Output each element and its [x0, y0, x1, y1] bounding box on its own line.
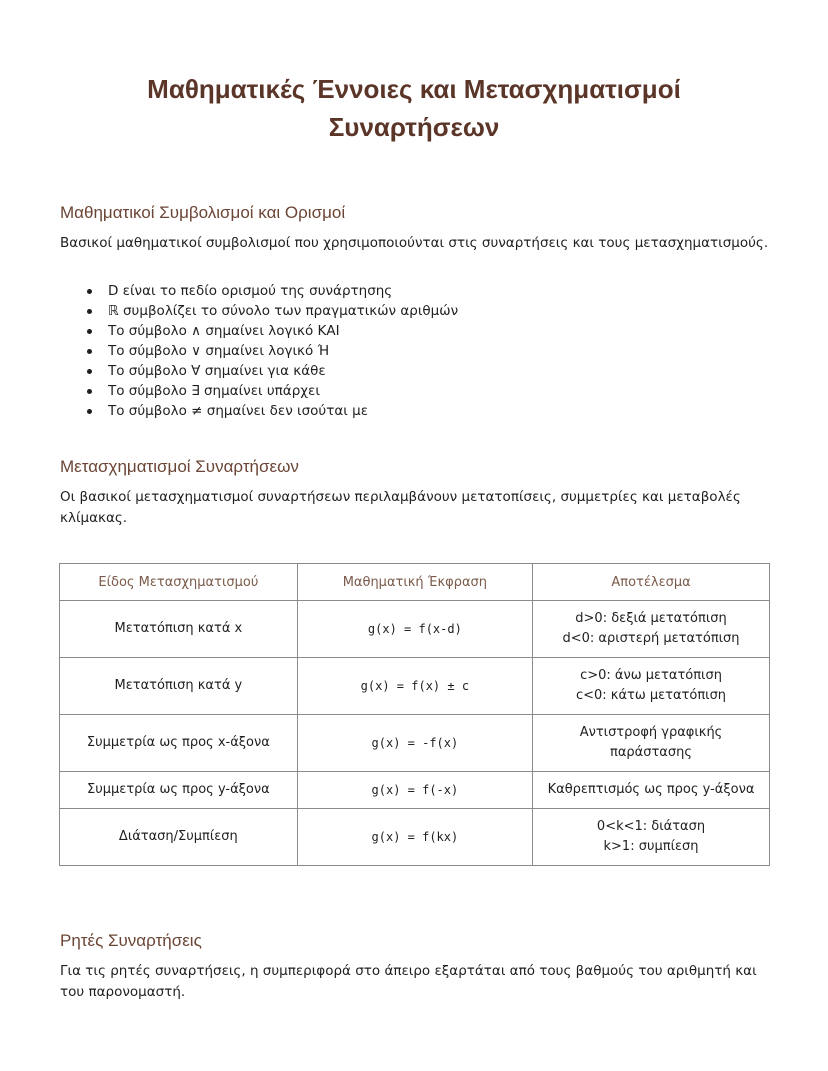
table-row: [60, 809, 770, 866]
table-cell-result: [533, 658, 770, 715]
column-header: Αποτέλεσμα: [533, 564, 770, 601]
section-intro-symbols: Βασικοί μαθηματικοί συμβολισμοί που χρησιμοποιούνται στις συναρτήσεις και τους μετασχηματισμούς.: [60, 235, 769, 251]
list-item-text: Το σύμβολο ∀ σημαίνει για κάθε: [108, 363, 326, 379]
result-line: c<0: κάτω μετατόπιση: [575, 688, 727, 703]
result-line: Αντιστροφή γραφικής: [579, 725, 723, 740]
result-line: d<0: αριστερή μετατόπιση: [562, 631, 740, 646]
list-item-text: D είναι το πεδίο ορισμού της συνάρτησης: [108, 283, 393, 299]
table-row: [60, 715, 770, 772]
bullet-icon: [87, 289, 92, 294]
table-cell-result: [533, 809, 770, 866]
section-heading-transformations: Μετασχηματισμοί Συναρτήσεων: [60, 457, 299, 476]
table-row: [60, 601, 770, 658]
list-item-text: Το σύμβολο ∃ σημαίνει υπάρχει: [108, 383, 320, 399]
list-item: [60, 301, 458, 321]
table-cell-type: Συμμετρία ως προς x-άξονα: [60, 715, 298, 772]
result-line: 0<k<1: διάταση: [596, 819, 706, 834]
result-line: παράστασης: [610, 745, 692, 760]
list-item-text: Το σύμβολο ∨ σημαίνει λογικό Ή: [108, 343, 330, 359]
table-cell-type: Συμμετρία ως προς y-άξονα: [60, 772, 298, 809]
section-heading-symbols: Μαθηματικοί Συμβολισμοί και Ορισμοί: [60, 203, 346, 222]
table-cell-expression: g(x) = f(x-d): [297, 601, 532, 658]
table-cell-expression: g(x) = f(x) ± c: [297, 658, 532, 715]
table-header-row: [60, 564, 770, 601]
table-cell-result: [533, 601, 770, 658]
bullet-icon: [87, 349, 92, 354]
table-cell-result: [533, 715, 770, 772]
column-header: Μαθηματική Έκφραση: [297, 564, 532, 601]
bullet-icon: [87, 409, 92, 414]
table-cell-expression: g(x) = -f(x): [297, 715, 532, 772]
table-cell-result: [533, 772, 770, 809]
list-item: [60, 401, 458, 421]
result-line: c>0: άνω μετατόπιση: [580, 668, 722, 683]
table-cell-type: Μετατόπιση κατά x: [60, 601, 298, 658]
symbols-list: [60, 281, 458, 421]
table-cell-type: Μετατόπιση κατά y: [60, 658, 298, 715]
table-cell-expression: g(x) = f(-x): [297, 772, 532, 809]
table-cell-expression: g(x) = f(kx): [297, 809, 532, 866]
result-line: Καθρεπτισμός ως προς y-άξονα: [547, 782, 755, 797]
result-line: d>0: δεξιά μετατόπιση: [575, 611, 727, 626]
bullet-icon: [87, 329, 92, 334]
column-header: Είδος Μετασχηματισμού: [60, 564, 298, 601]
list-item: [60, 321, 458, 341]
bullet-icon: [87, 369, 92, 374]
table-row: [60, 772, 770, 809]
list-item: [60, 361, 458, 381]
list-item: [60, 281, 458, 301]
section-heading-rational: Ρητές Συναρτήσεις: [60, 931, 202, 950]
section-intro-transformations: Οι βασικοί μετασχηματισμοί συναρτήσεων περιλαμβάνουν μετατοπίσεις, συμμετρίες και μεταβολές κλίμακας.: [60, 489, 741, 526]
bullet-icon: [87, 309, 92, 314]
table-cell-type: Διάταση/Συμπίεση: [60, 809, 298, 866]
table-row: [60, 658, 770, 715]
result-line: k>1: συμπίεση: [603, 839, 699, 854]
list-item-text: ℝ συμβολίζει το σύνολο των πραγματικών αριθμών: [108, 303, 459, 319]
list-item: [60, 381, 458, 401]
section-intro-rational: Για τις ρητές συναρτήσεις, η συμπεριφορά στο άπειρο εξαρτάται από τους βαθμούς του αριθμητή και του παρονομαστή.: [60, 963, 757, 1000]
list-item-text: Το σύμβολο ≠ σημαίνει δεν ισούται με: [108, 403, 368, 419]
bullet-icon: [87, 389, 92, 394]
list-item: [60, 341, 458, 361]
page-title: Μαθηματικές Έννοιες και Μετασχηματισμοί Συναρτήσεων: [147, 74, 681, 142]
transformations-table: [59, 563, 770, 866]
list-item-text: Το σύμβολο ∧ σημαίνει λογικό ΚΑΙ: [108, 323, 340, 339]
